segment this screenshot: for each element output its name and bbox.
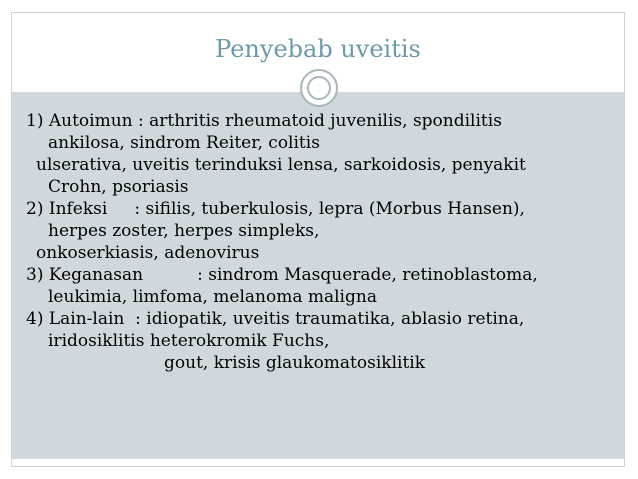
text-line: 1) Autoimun : arthritis rheumatoid juvenilis, spondilitis	[26, 111, 502, 131]
text-line: herpes zoster, herpes simpleks,	[48, 221, 320, 241]
slide-body	[26, 110, 616, 374]
text-line: iridosiklitis heterokromik Fuchs,	[48, 331, 330, 351]
text-line: onkoserkiasis, adenovirus	[36, 243, 260, 263]
circle-ornament-icon	[300, 69, 338, 107]
text-line: ankilosa, sindrom Reiter, colitis	[48, 133, 320, 153]
text-line: ulserativa, uveitis terinduksi lensa, sarkoidosis, penyakit	[36, 155, 526, 175]
inner-circle-icon	[307, 76, 331, 100]
text-line: 3) Keganasan : sindrom Masquerade, retinoblastoma,	[26, 265, 538, 285]
text-line: gout, krisis glaukomatosiklitik	[164, 353, 426, 373]
text-line: 2) Infeksi : sifilis, tuberkulosis, lepra (Morbus Hansen),	[26, 199, 525, 219]
text-line: 4) Lain-lain : idiopatik, uveitis traumatika, ablasio retina,	[26, 309, 525, 329]
text-line: leukimia, limfoma, melanoma maligna	[48, 287, 377, 307]
text-line: Crohn, psoriasis	[48, 177, 189, 197]
slide-title: Penyebab uveitis	[215, 35, 421, 63]
